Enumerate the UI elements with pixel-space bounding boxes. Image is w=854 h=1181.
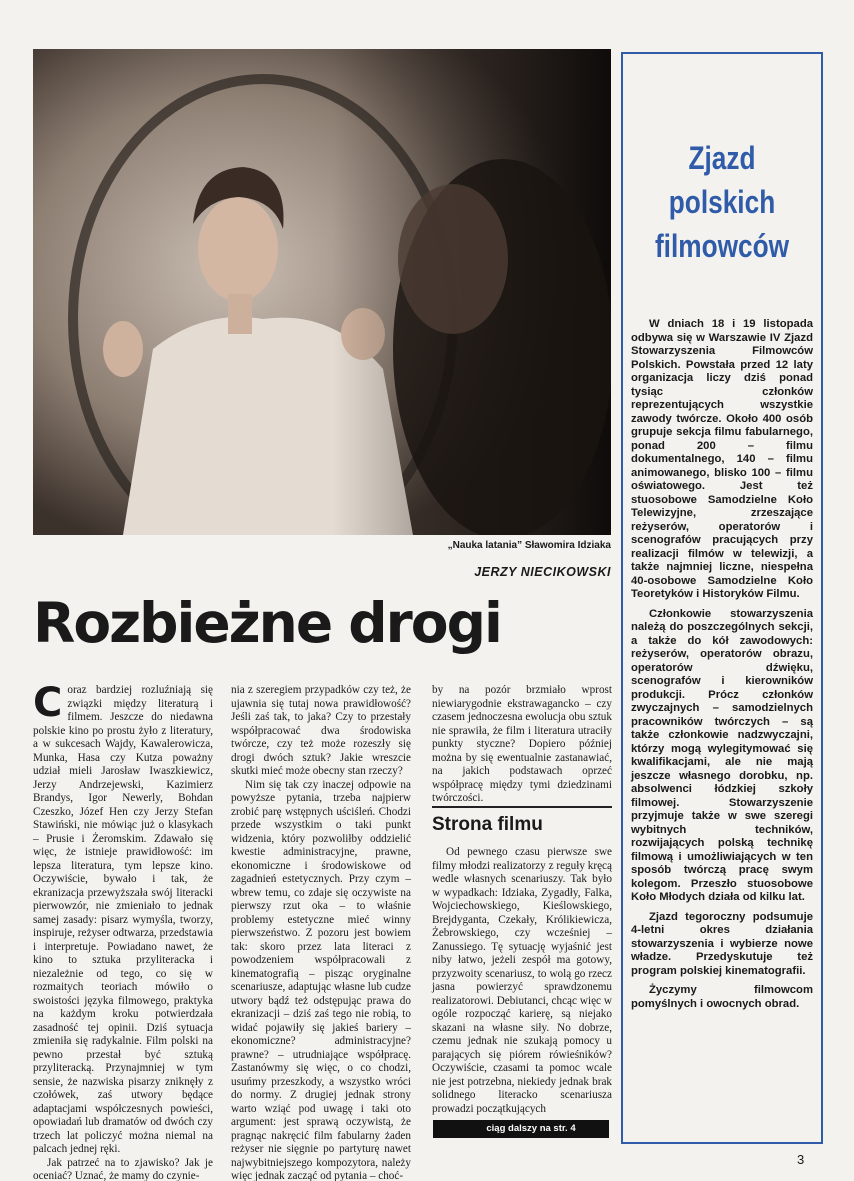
article-paragraph: nia z szeregiem przypadków czy też, że ujawnia się tutaj nowa prawidłowość? Jeśli zaś tak, to jaka? Czy to przestały współpracować dwa środowiska twórcze, czy też może rozeszły się drogi dwóch sztuk? Jakie wreszcie skutki mieć może obecny stan rzeczy? (231, 684, 411, 777)
article-headline: Rozbieżne drogi (33, 591, 501, 655)
article-column-3-continued (432, 846, 612, 1116)
continued-text: ciąg dalszy na str. 4 (486, 1123, 576, 1134)
page-number: 3 (797, 1152, 805, 1167)
sidebar-body (631, 318, 813, 1017)
sidebar-paragraph: W dniach 18 i 19 listopada odbywa się w Warszawie IV Zjazd Stowarzyszenia Filmowców Polskich. Powstała przed 12 laty organizacja liczy dziś ponad tysiąc członków reprezentujących wszystkie zawody twórcze. Około 400 osób grupuje sekcja filmu fabularnego, ponad 200 – filmu dokumentalnego, 140 – filmu animowanego, blisko 100 – filmu oświatowego. Jest też stuosobowe Samodzielne Koło Telewizyjne, zrzeszające reżyserów, operatorów i scenografów pracujących przy realizacji filmów w telewizji, a także najmniej liczne, niespełna 40-osobowe Samodzielne Koło Teoretyków i Historyków Filmu. (631, 318, 813, 600)
sidebar-paragraph: Życzymy filmowcom pomyślnych i owocnych obrad. (631, 984, 813, 1010)
film-still-photo (33, 49, 611, 535)
film-still-illustration (33, 49, 611, 535)
article-column-2 (231, 684, 411, 1181)
article-text: oraz bardziej rozluźniają się związki między literaturą i filmem. Jeszcze do niedawna polskie kino po prostu żyło z literatury, a w sukcesach Wajdy, Kawalerowicza, Munka, Hasa czy Kutza poważny udział mieli Jarosław Iwaszkiewicz, Jerzy Andrzejewski, Kazimierz Brandys, Igor Newerly, Bohdan Czeszko, Józef Hen czy Jerzy Stefan Stawiński, nie mówiąc już o klasykach – Prusie i Żeromskim. Zdawało się więc, że istnieje prawidłowość: im lepsza literatura, tym lepsze kino. Oczywiście, bywało i tak, że ekranizacja przewyższała swój literacki pierwowzór, nie zmieniało to jednak samej zasady: pisarz wymyśla, tworzy, inspiruje, reżyser odtwarza, przedstawia i interpretuje. Powiadano nawet, że kino to sztuka przyliteracka i niezależnie od tego, co się w rozmaitych teoriach mówiło o swoistości języka filmowego, praktyka na każdym kroku potwierdzała zasadność tej opinii. Dziś sytuacja zmieniła się radykalnie. Film polski na pewno przestał być sztuką przyliteracką. Przynajmniej w tym sensie, że nazwiska pisarzy zniknęły z czołówek, zaś utwory będące adaptacjami współczesnych powieści, opowiadań lub dramatów od dwóch czy trzech lat policzyć można niemal na palcach jednej ręki. (33, 684, 213, 1155)
drop-cap: C (33, 680, 63, 726)
subheading: Strona filmu (432, 806, 612, 836)
article-paragraph: Od pewnego czasu pierwsze swe filmy młodzi realizatorzy z reguły kręcą wedle własnych scenariuszy. Tak było w wypadkach: Idziaka, Zygadły, Falka, Wojciechowskiego, Kieślowskiego, Brejdyganta, Czekały, Królikiewicza, Żebrowskiego, czy wcześniej – Zanussiego. Tę sytuację wyjaśnić jest niby łatwo, jeżeli zespół ma gotowy, przyzwoity scenariusz, to wolą go rzecz jasna powierzyć sprawdzonemu realizatorowi. Debiutanci, chcąc więc w ogóle rozpocząć karierę, są niejako skazani na własne siły. No dobrze, czemu jednak nie szukają pomocy u parających się piórem rówieśników? Oczywiście, czasami ta pomoc wcale nie jest potrzebna, niekiedy jednak brak solidnego literacko scenariusza prowadzi początkujących (432, 846, 612, 1115)
article-paragraph: Jak patrzeć na to zjawisko? Jak je oceniać? Uznać, że mamy do czynie- (33, 1156, 213, 1181)
sidebar-title-line: Zjazd (688, 140, 756, 176)
sidebar-title (623, 136, 821, 268)
continued-notice (433, 1120, 609, 1138)
article-paragraph (33, 680, 213, 1157)
sidebar-title-line: polskich (668, 184, 776, 220)
sidebar-box (621, 52, 823, 1144)
photo-caption: „Nauka latania” Sławomira Idziaka (447, 540, 611, 551)
sidebar-paragraph: Zjazd tegoroczny podsumuje 4-letni okres działania stowarzyszenia i wybierze nowe władze. Przedyskutuje też program polskiej kinematografii. (631, 910, 813, 977)
article-paragraph: Nim się tak czy inaczej odpowie na powyższe pytania, trzeba najpierw zrobić parę wstępnych uściśleń. Chodzi przede wszystkim o taki punkt widzenia, który pozwoliłby oddzielić kwestie administracyjne, prawne, ekonomiczne i środowiskowe od zagadnień estetycznych. Przy czym – wbrew temu, co zdaje się oczywiste na pierwszy rzut oka – to właśnie problemy estetyczne mieć winny pierwszeństwo. Z pozoru jest bowiem tak: skoro przez lata literaci z powodzeniem współpracowali z kinematografią – pisząc oryginalne scenariusze, adaptując własne lub cudze utwory bądź też odstępując prawa do ekranizacji – dziś zaś tego nie robią, to widać pojawiły się jakieś bariery – ekonomiczne? administracyjne? prawne? – utrudniające współpracę. Zastanówmy się więc, o co chodzi, usuńmy przeszkody, a wszystko wróci do normy. Z drugiej jednak strony warto wziąć pod uwagę i taki oto argument: jest sprawą oczywistą, że pragnąc nakręcić film fabularny żaden reżyser nie sięgnie po partyturę nawet najwybitniejszego kompozytora, należy więc jednak zacząć od pytania – choć- (231, 778, 411, 1181)
article-author: JERZY NIECIKOWSKI (474, 565, 611, 579)
article-column-1 (33, 680, 213, 1181)
sidebar-paragraph: Członkowie stowarzyszenia należą do poszczególnych sekcji, a także do kół zawodowych: reżyserów, operatorów obrazu, operatorów dźwięku, scenografów i kierowników produkcji. Prócz członków zwyczajnych – samodzielnych pracowników twórczych – są także członkowie nadzwyczajni, którzy mogą wylegitymować się kwalifikacjami, ale nie mają jeszcze własnego dorobku, np. absolwenci łódzkiej szkoły filmowej. Stowarzyszenie przyjmuje także w swe szeregi wybitnych techników, rozwijających polską technikę filmową i umożliwiających w ten sposób twórczą pracę swym kolegom. Przeszło stuosobowe Koło Młodych działa od kilku lat. (631, 607, 813, 903)
sidebar-title-line: filmowców (654, 228, 790, 264)
article-column-3 (432, 684, 612, 806)
article-paragraph: by na pozór brzmiało wprost niewiarygodnie ekstrawagancko – czy czasem jednoczesna ewolucja obu sztuk nie sprawiła, że film i literatura utraciły punkty styczne? Dopiero później można by się ewentualnie zastanawiać, na jakich podstawach oprzeć współpracę między tymi dziedzinami twórczości. (432, 684, 612, 804)
